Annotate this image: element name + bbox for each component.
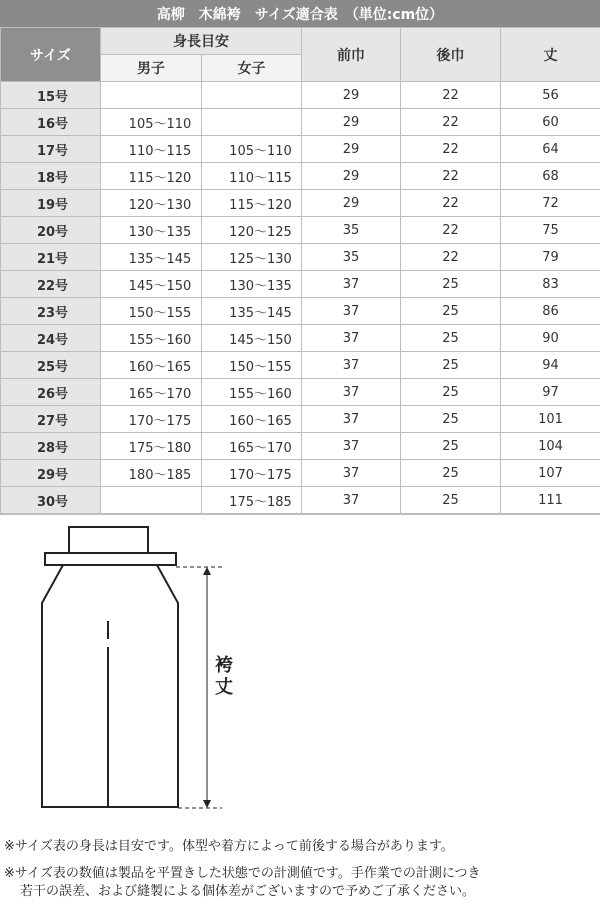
cell-length: 101 [501,406,600,433]
header-size: サイズ [1,28,101,82]
cell-front-width: 37 [302,433,401,460]
cell-size: 18号 [1,163,101,190]
note-measurement-line1: ※サイズ表の数値は製品を平置きした状態での計測値です。手作業での計測につき [4,866,481,881]
cell-size: 19号 [1,190,101,217]
header-front-width: 前巾 [302,28,401,82]
cell-back-width: 22 [401,82,501,109]
cell-front-width: 29 [302,163,401,190]
cell-male-height [101,487,202,514]
length-label-bottom: 丈 [215,677,233,698]
cell-length: 75 [501,217,600,244]
cell-back-width: 25 [401,325,501,352]
cell-back-width: 25 [401,379,501,406]
cell-size: 23号 [1,298,101,325]
cell-front-width: 37 [302,460,401,487]
table-row [1,163,600,190]
cell-male-height: 135～145 [101,244,202,271]
size-table [0,27,600,514]
cell-back-width: 25 [401,460,501,487]
cell-length: 90 [501,325,600,352]
cell-female-height: 125～130 [202,244,302,271]
cell-back-width: 25 [401,271,501,298]
cell-female-height: 150～155 [202,352,302,379]
cell-size: 21号 [1,244,101,271]
cell-back-width: 25 [401,406,501,433]
cell-front-width: 29 [302,109,401,136]
table-row [1,406,600,433]
cell-female-height: 130～135 [202,271,302,298]
cell-female-height [202,82,302,109]
cell-length: 60 [501,109,600,136]
hakama-illustration [0,515,600,825]
cell-back-width: 22 [401,109,501,136]
cell-front-width: 37 [302,325,401,352]
table-row [1,190,600,217]
cell-female-height: 165～170 [202,433,302,460]
cell-male-height: 155～160 [101,325,202,352]
cell-back-width: 22 [401,163,501,190]
cell-male-height: 165～170 [101,379,202,406]
cell-female-height: 170～175 [202,460,302,487]
note-height: ※サイズ表の身長は目安です。体型や着方によって前後する場合があります。 [4,839,454,854]
table-row [1,109,600,136]
cell-front-width: 37 [302,271,401,298]
table-row [1,460,600,487]
cell-length: 79 [501,244,600,271]
cell-size: 25号 [1,352,101,379]
cell-male-height [101,82,202,109]
table-row [1,82,600,109]
cell-female-height: 145～150 [202,325,302,352]
cell-male-height: 180～185 [101,460,202,487]
header-male: 男子 [101,55,202,82]
cell-size: 24号 [1,325,101,352]
cell-length: 72 [501,190,600,217]
cell-back-width: 25 [401,487,501,514]
chart-title: 高柳 木綿袴 サイズ適合表 （単位:cm位） [0,0,600,28]
cell-front-width: 29 [302,136,401,163]
note-measurement-line2: 若干の誤差、および縫製による個体差がございますので予めご了承ください。 [20,884,476,899]
cell-back-width: 25 [401,298,501,325]
cell-size: 29号 [1,460,101,487]
cell-front-width: 37 [302,298,401,325]
cell-size: 17号 [1,136,101,163]
cell-male-height: 130～135 [101,217,202,244]
cell-female-height [202,109,302,136]
cell-female-height: 135～145 [202,298,302,325]
cell-length: 83 [501,271,600,298]
cell-length: 94 [501,352,600,379]
cell-size: 30号 [1,487,101,514]
cell-male-height: 115～120 [101,163,202,190]
cell-front-width: 37 [302,406,401,433]
table-row [1,433,600,460]
cell-male-height: 160～165 [101,352,202,379]
table-row [1,244,600,271]
cell-length: 68 [501,163,600,190]
cell-back-width: 22 [401,190,501,217]
cell-size: 27号 [1,406,101,433]
table-row [1,271,600,298]
header-height-guide: 身長目安 [101,28,302,55]
cell-female-height: 160～165 [202,406,302,433]
cell-male-height: 170～175 [101,406,202,433]
table-row [1,217,600,244]
cell-female-height: 115～120 [202,190,302,217]
cell-female-height: 155～160 [202,379,302,406]
table-row [1,325,600,352]
cell-length: 56 [501,82,600,109]
cell-female-height: 110～115 [202,163,302,190]
cell-size: 16号 [1,109,101,136]
cell-front-width: 37 [302,487,401,514]
table-row [1,136,600,163]
header-back-width: 後巾 [401,28,501,82]
length-label-top: 袴 [215,655,233,676]
cell-male-height: 175～180 [101,433,202,460]
notes-section [0,825,600,910]
cell-back-width: 22 [401,244,501,271]
cell-front-width: 29 [302,82,401,109]
cell-front-width: 35 [302,217,401,244]
cell-size: 28号 [1,433,101,460]
cell-size: 15号 [1,82,101,109]
cell-front-width: 29 [302,190,401,217]
table-row [1,379,600,406]
cell-front-width: 37 [302,352,401,379]
note-measurement [4,865,481,901]
hakama-diagram [0,514,600,826]
cell-front-width: 37 [302,379,401,406]
length-label [214,655,234,699]
cell-length: 111 [501,487,600,514]
cell-male-height: 145～150 [101,271,202,298]
table-row [1,487,600,514]
cell-length: 97 [501,379,600,406]
cell-female-height: 120～125 [202,217,302,244]
cell-male-height: 150～155 [101,298,202,325]
cell-back-width: 25 [401,352,501,379]
cell-size: 26号 [1,379,101,406]
cell-male-height: 120～130 [101,190,202,217]
cell-length: 104 [501,433,600,460]
cell-back-width: 22 [401,136,501,163]
cell-front-width: 35 [302,244,401,271]
cell-male-height: 110～115 [101,136,202,163]
cell-back-width: 25 [401,433,501,460]
cell-size: 20号 [1,217,101,244]
header-length: 丈 [501,28,600,82]
cell-size: 22号 [1,271,101,298]
cell-female-height: 175～185 [202,487,302,514]
cell-back-width: 22 [401,217,501,244]
header-female: 女子 [202,55,302,82]
cell-length: 107 [501,460,600,487]
table-row [1,352,600,379]
cell-male-height: 105～110 [101,109,202,136]
cell-female-height: 105～110 [202,136,302,163]
cell-length: 86 [501,298,600,325]
cell-length: 64 [501,136,600,163]
table-row [1,298,600,325]
